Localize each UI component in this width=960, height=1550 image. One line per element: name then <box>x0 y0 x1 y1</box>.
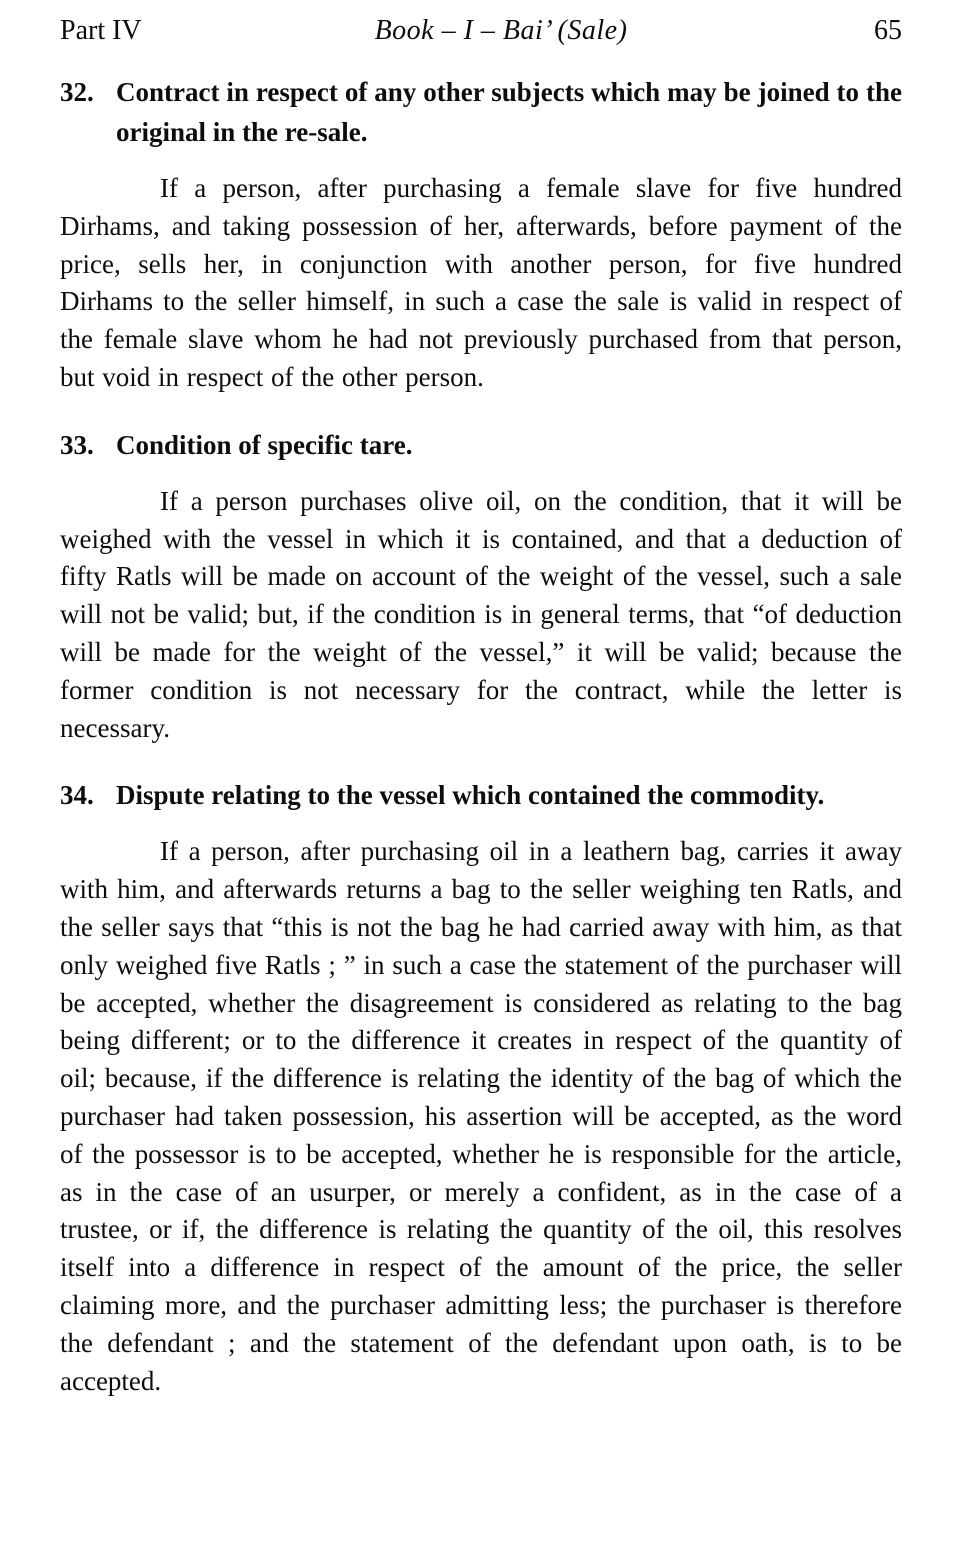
section-33-heading <box>60 425 902 465</box>
page-body <box>60 72 902 1400</box>
section-32-number: 32. <box>60 77 94 107</box>
section-32-paragraph: If a person, after purchasing a female slave for five hundred Dirhams, and taking possession of her, afterwards, before payment of the price, sells her, in conjunction with another person, for five hundred Dirhams to the seller himself, in such a case the sale is valid in respect of the female slave whom he had not previously purchased from that person, but void in respect of the other person. <box>60 173 902 392</box>
header-part-label: Part IV <box>60 15 142 46</box>
section-32-title: Contract in respect of any other subjects which may be joined to the original in the re-sale. <box>116 77 902 147</box>
section-34-title: Dispute relating to the vessel which contained the commodity. <box>116 780 825 811</box>
section-34-number: 34. <box>60 780 94 811</box>
section-34-heading <box>60 775 902 815</box>
page-header <box>60 14 902 48</box>
section-33-title: Condition of specific tare. <box>116 429 413 460</box>
header-page-number: 65 <box>874 15 902 46</box>
header-book-title: Book – I – Bai’ (Sale) <box>374 15 628 46</box>
section-33-paragraph: If a person purchases olive oil, on the condition, that it will be weighed with the vessel in which it is contained, and that a deduction of fifty Ratls will be made on account of the weight of the vessel, such a sale will not be valid; but, if the condition is in general terms, that “of deduction will be made for the weight of the vessel,” it will be valid; because the former condition is not necessary for the contract, while the letter is necessary. <box>60 485 902 743</box>
section-33-number: 33. <box>60 429 94 460</box>
section-32 <box>60 72 902 397</box>
section-33 <box>60 425 902 748</box>
section-32-heading <box>60 72 902 152</box>
section-34-paragraph: If a person, after purchasing oil in a leathern bag, carries it away with him, and afterwards returns a bag to the seller weighing ten Ratls, and the seller says that “this is not the bag he had carried away with him, as that only weighed five Ratls ; ” in such a case the statement of the purchaser will be accepted, whether the disagreement is considered as relating to the bag being different; or to the difference it creates in respect of the quantity of oil; because, if the difference is relating the identity of the bag of which the purchaser had taken possession, his assertion will be accepted, as the word of the possessor is to be accepted, whether he is responsible for the article, as in the case of an usurper, or merely a confident, as in the case of a trustee, or if, the difference is relating the quantity of the oil, this resolves itself into a difference in respect of the amount of the price, the seller claiming more, and the purchaser admitting less; the purchaser is therefore the defendant ; and the statement of the defendant upon oath, is to be accepted. <box>60 836 902 1396</box>
section-34 <box>60 775 902 1400</box>
